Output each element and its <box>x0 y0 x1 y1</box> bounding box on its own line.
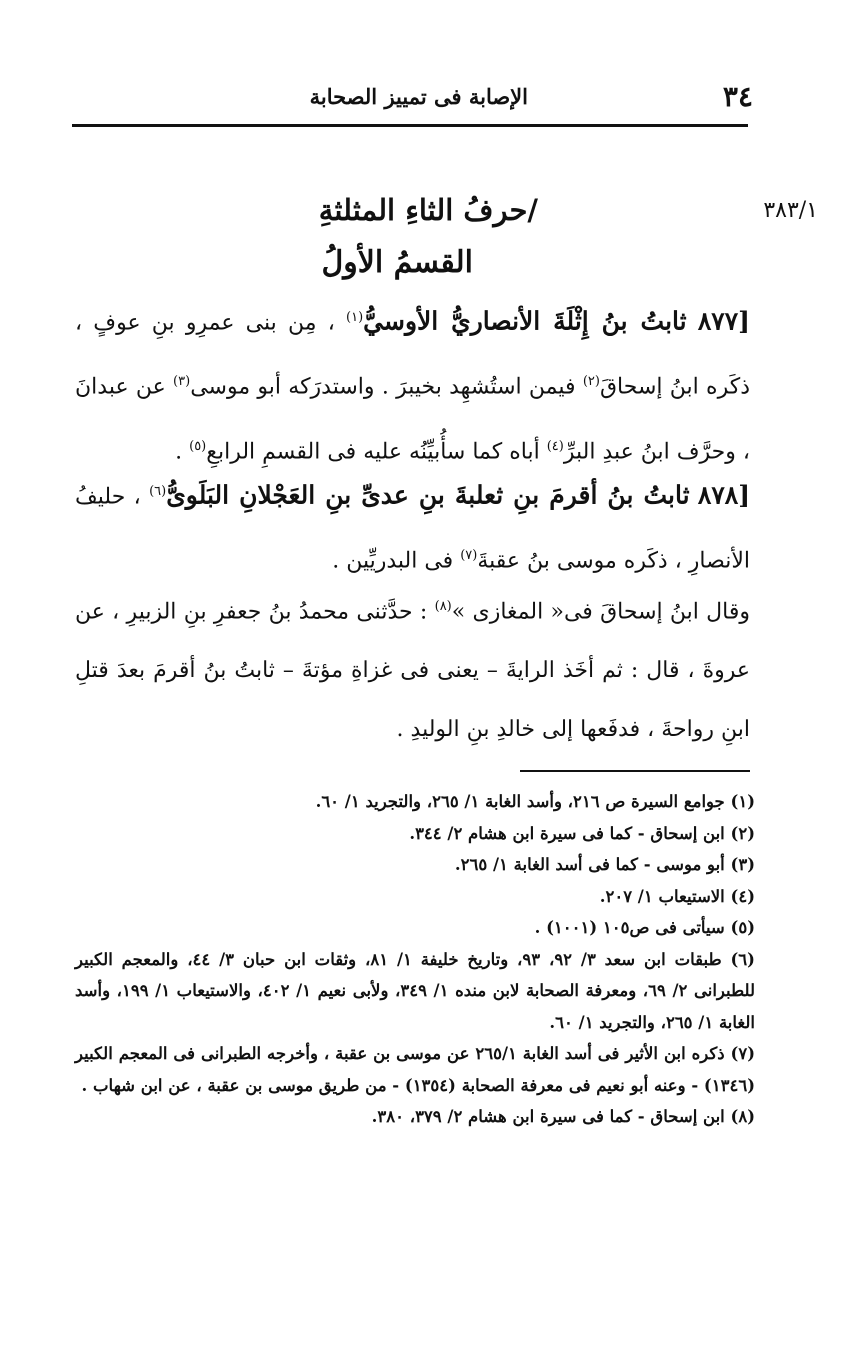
footnote-ref: (٤) <box>546 438 564 454</box>
part-heading: القسمُ الأولُ <box>321 245 473 280</box>
footnote-5: (٥) سيأتى فى ص١٠٥ (١٠٠١) . <box>534 918 755 937</box>
entry-text: ، مِن بنى عمرِو بنِ عوفٍ ، ذكَره ابنُ إسحاقَ <box>75 310 750 400</box>
maghazi-paragraph <box>75 577 750 759</box>
entry-number: [٨٧٨ <box>697 480 751 510</box>
footnote-4: (٤) الاستيعاب ١/ ٢٠٧. <box>599 886 755 906</box>
header-rule <box>72 124 748 127</box>
entry-text: عن عبدانَ ، وحرَّف ابنُ عبدِ البرِّ <box>75 374 750 464</box>
section-heading: /حرفُ الثاءِ المثلثةِ <box>318 193 538 227</box>
entry-text: . <box>175 438 183 464</box>
margin-reference: ٣٨٣/١ <box>763 198 818 223</box>
entry-878 <box>75 462 750 591</box>
entry-text: أباه كما سأُبيِّنُه عليه فى القسمِ الرابعِ <box>206 438 540 464</box>
footnote-rule <box>520 770 750 772</box>
footnote-ref: (٥) <box>189 438 207 454</box>
entry-text: فيمن استُشهِد بخيبرَ . واستدرَكه أبو موسى <box>190 374 576 400</box>
footnote-7: (٧) ذكره ابن الأثير فى أسد الغابة ٢٦٥/١ عن موسى بن عقبة ، وأخرجه الطبرانى فى المعجم الكبير (١٣٤٦) - وعنه أبو نعيم فى معرفة الصحابة (١٣٥٤) - من طريق موسى بن عقبة ، عن ابن شهاب . <box>75 1044 755 1095</box>
footnote-ref: (٧) <box>460 548 478 564</box>
footnote-ref: (٨) <box>434 599 452 614</box>
entry-number: [٨٧٧ <box>697 306 750 336</box>
footnote-1: (١) جوامع السيرة ص ٢١٦، وأسد الغابة ١/ ٢٦٥، والتجريد ١/ ٦٠. <box>315 792 755 811</box>
footnote-ref: (٦) <box>149 484 167 499</box>
entry-name: ثابتُ بنُ إِثْلَةَ الأنصاريُّ الأوسيُّ <box>363 306 687 336</box>
entry-name: ثابتُ بنُ أقرمَ بنِ ثعلبةَ بنِ عدىِّ بنِ العَجْلانِ البَلَوىُّ <box>166 480 690 510</box>
footnote-2: (٢) ابن إسحاق - كما فى سيرة ابن هشام ٢/ ٣٤٤. <box>409 823 755 843</box>
paragraph-text: وقال ابنُ إسحاقَ فى« المغازى » <box>451 599 751 625</box>
footnote-6: (٦) طبقات ابن سعد ٣/ ٩٢، ٩٣، وتاريخ خليفة ١/ ٨١، وثقات ابن حبان ٣/ ٤٤، والمعجم الكبير للطبرانى ٢/ ٦٩، ومعرفة الصحابة لابن منده ١/ ٣٤٩، ولأبى نعيم ١/ ٤٠٢، والاستيعاب ١/ ١٩٩، وأسد الغابة ١/ ٢٦٥، والتجريد ١/ ٦٠. <box>75 949 756 1032</box>
entry-text: فى البدريِّين . <box>332 548 454 574</box>
entry-text: ، حليفُ الأنصارِ ، ذكَره موسى بنُ عقبةَ <box>75 484 750 574</box>
paragraph-text: : حدَّثنى محمدُ بنُ جعفرِ بنِ الزبيرِ ، عن عروةَ ، قال : ثم أخَذ الرايةَ – يعنى فى غزاةِ مؤتةَ – ثابتُ بنُ أقرمَ بعدَ قتلِ ابنِ رواحةَ ، فدفَعها إلى خالدِ بنِ الوليدِ . <box>75 599 750 743</box>
entry-877 <box>75 288 750 481</box>
running-title: الإصابة فى تمييز الصحابة <box>309 84 528 109</box>
footnote-ref: (٢) <box>582 374 600 390</box>
footnote-3: (٣) أبو موسى - كما فى أسد الغابة ١/ ٢٦٥. <box>454 855 755 874</box>
footnote-8: (٨) ابن إسحاق - كما فى سيرة ابن هشام ٢/ ٣٧٩، ٣٨٠. <box>371 1107 755 1126</box>
page-number: ٣٤ <box>722 80 753 113</box>
footnote-ref: (١) <box>346 310 364 325</box>
footnote-ref: (٣) <box>173 374 191 390</box>
footnotes <box>75 786 755 1133</box>
